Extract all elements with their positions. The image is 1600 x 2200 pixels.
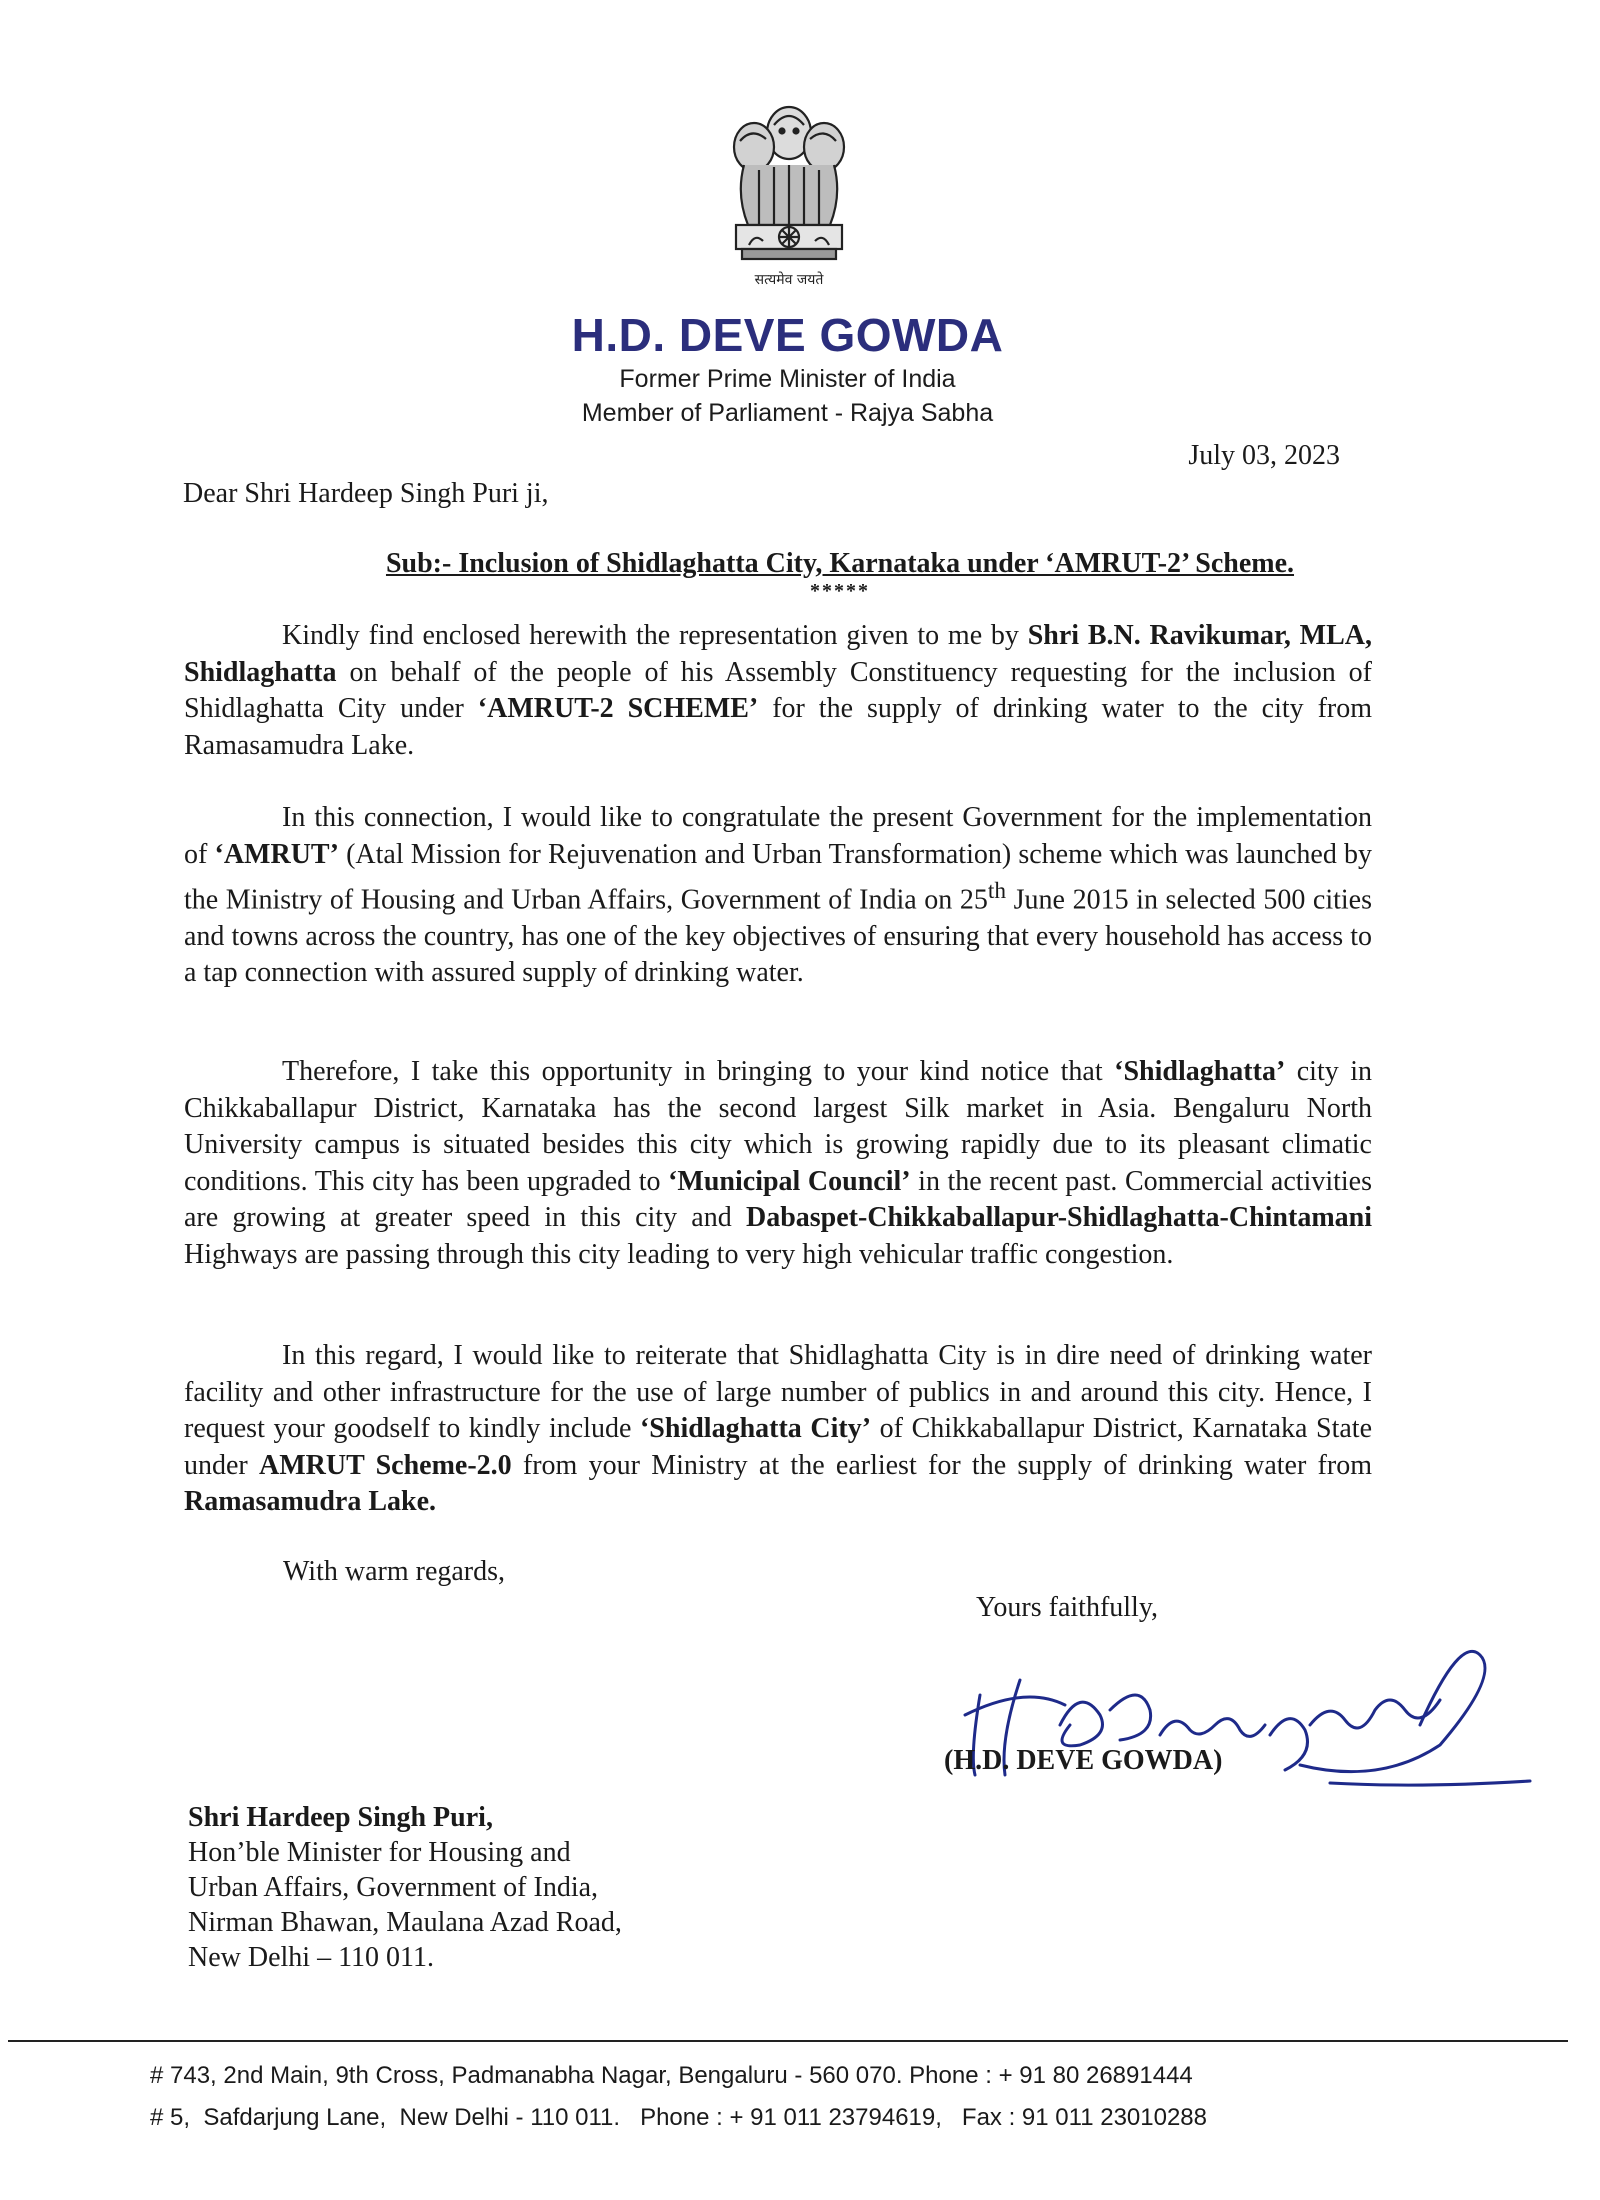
letterhead-subtitle-1: Former Prime Minister of India [619,365,956,393]
footer-divider [8,2040,1568,2042]
subject-line: Sub:- Inclusion of Shidlaghatta City, Karnataka under ‘AMRUT-2’ Scheme. [385,548,1295,579]
paragraph-4: In this regard, I would like to reiterate that Shidlaghatta City is in dire need of drinking water facility and other infrastructure for the use of large number of publics in and around this city. Hence, I request your goodself to kindly include ‘Shidlaghatta City’ of Chikkaballapur District, Karnataka State under AMRUT Scheme-2.0 from your Ministry at the earliest for the supply of drinking water from Ramasamudra Lake. [184,1340,1373,1517]
closing-remark: With warm regards, [283,1556,506,1587]
footer-address-delhi: # 5, Safdarjung Lane, New Delhi - 110 011. Phone : + 91 011 23794619, Fax : 91 011 23010288 [150,2104,1207,2131]
signer-name: (H.D. DEVE GOWDA) [944,1745,1223,1776]
addressee-name: Shri Hardeep Singh Puri, [188,1802,493,1833]
paragraph-1: Kindly find enclosed herewith the representation given to me by Shri B.N. Ravikumar, MLA, Shidlaghatta on behalf of the people of his Assembly Constituency requesting for the inclusion of Shidlaghatta City under ‘AMRUT-2 SCHEME’ for the supply of drinking water to the city from Ramasamudra Lake. [184,620,1372,761]
paragraph-3: Therefore, I take this opportunity in bringing to your kind notice that ‘Shidlaghatta’ city in Chikkaballapur District, Karnataka has the second largest Silk market in Asia. Bengaluru North University campus is situated besides this city which is growing rapidly due to its pleasant climatic conditions. This city has been upgraded to ‘Municipal Council’ in the recent past. Commercial activities are growing at greater speed in this city and Dabaspet-Chikkaballapur-Shidlaghatta-Chintamani Highways are passing through this city leading to very high vehicular traffic congestion. [184,1056,1373,1270]
addressee-block [188,1800,622,1975]
addressee-line-1: Hon’ble Minister for Housing and [188,1837,571,1868]
emblem-caption: सत्यमेव जयते [754,272,824,288]
letter-date: July 03, 2023 [1188,440,1340,471]
addressee-line-3: Nirman Bhawan, Maulana Azad Road, [188,1907,622,1938]
paragraph-2: In this connection, I would like to congratulate the present Government for the implementation of ‘AMRUT’ (Atal Mission for Rejuvenation and Urban Transformation) scheme which was launched by the Ministry of Housing and Urban Affairs, Government of India on 25th June 2015 in selected 500 cities and towns across the country, has one of the key objectives of ensuring that every household has access to a tap connection with assured supply of drinking water. [184,802,1373,989]
letterhead-name: H.D. DEVE GOWDA [571,309,1004,361]
footer-address-bengaluru: # 743, 2nd Main, 9th Cross, Padmanabha Nagar, Bengaluru - 560 070. Phone : + 91 80 26891444 [150,2062,1193,2089]
letterhead-subtitle-2: Member of Parliament - Rajya Sabha [581,399,994,427]
subject-separator: ***** [810,580,870,602]
yours-faithfully: Yours faithfully, [976,1592,1159,1623]
addressee-line-4: New Delhi – 110 011. [188,1942,434,1973]
addressee-line-2: Urban Affairs, Government of India, [188,1872,599,1903]
salutation: Dear Shri Hardeep Singh Puri ji, [183,478,549,509]
